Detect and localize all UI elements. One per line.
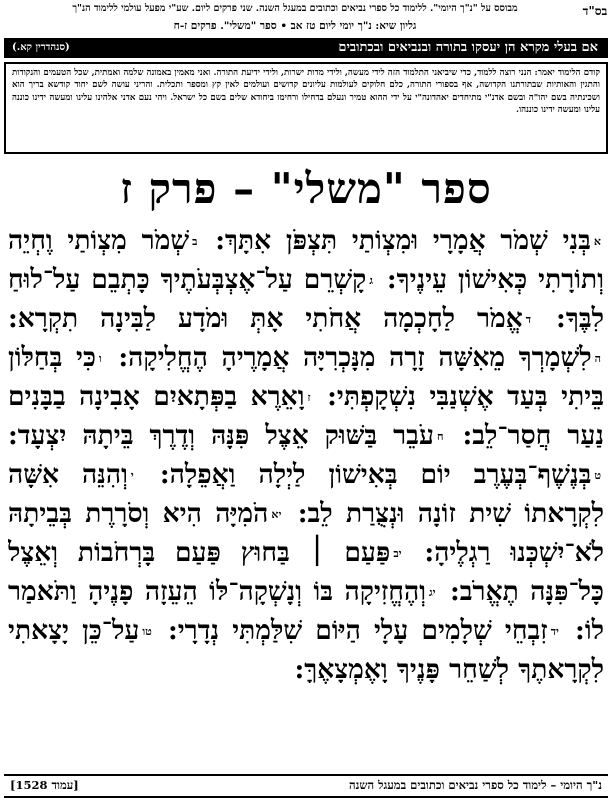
motto-banner: [4, 38, 608, 58]
verse-text: הֹמִיָּה הִיא וְסֹרָרֶת בְּבֵיתָהּ לֹא־יִשְׁכְּנוּ רַגְלֶיהָ:: [8, 498, 604, 568]
verse-text: בְּנִי שְׁמֹר אֲמָרָי וּמִצְוֹתַי תִּצְפֹּן אִתָּךְ:: [215, 225, 591, 256]
footer-text: נ"ך היומי – לימוד כל ספרי נביאים וכתובים במעגל השנה: [349, 778, 602, 792]
verse-number: ב: [192, 235, 198, 248]
verse-text: פַּעַם ׀ בַּחוּץ פַּעַם בָּרְחֹבוֹת וְאֵצֶל כָּל־פִּנָּה תֶאֱרֹב:: [8, 537, 604, 607]
verse-text: לִשְׁמָרְךָ מֵאִשָּׁה זָרָה מִנָּכְרִיָּה אֲמָרֶיהָ הֶחֱלִיקָה:: [118, 342, 592, 373]
verse-number: יג: [429, 586, 436, 599]
verse-number: ה: [594, 352, 601, 365]
verse-number: טו: [142, 625, 152, 638]
verse-number: יא: [271, 508, 282, 521]
motto-text: אם בעלי מקרא הן יעסקו בתורה ובנביאים ובכתובים: [338, 40, 598, 55]
verse-text: עַל־כֵּן יָצָאתִי לִקְרָאתֶךָ לְשַׁחֵר פָּנֶיךָ וָאֶמְצָאֶךָּ:: [8, 615, 604, 685]
page-number: [עמוד 1528]: [10, 778, 79, 792]
verse-number: א: [593, 235, 601, 248]
verse-text: עֹבֵר בַּשּׁוּק אֵצֶל פִּנָּהּ וְדֶרֶךְ בֵּיתָהּ יִצְעָד:: [8, 420, 434, 451]
verse-number: יד: [550, 625, 559, 638]
verse-number: ז: [307, 391, 311, 404]
chapter-title: ספר "משלי" – פרק ז: [120, 164, 492, 213]
verse-text: אֱמֹר לַחָכְמָה אֲחֹתִי אָתְּ וּמֹדָע לַבִּינָה תִקְרָא:: [8, 303, 523, 334]
verse-text: קָשְׁרֵם עַל־אֶצְבְּעֹתֶיךָ כָּתְבֵם עַל־לוּחַ לִבֶּךָ:: [8, 264, 604, 334]
verse-number: ו: [98, 352, 102, 365]
motto-source: (סנהדרין קא.): [12, 42, 70, 53]
verse-text: בְּנֶשֶׁף־בְּעֶרֶב יוֹם בְּאִישׁוֹן לַיְלָה וַאֲפֵלָה:: [159, 459, 592, 490]
verse-text: זִבְחֵי שְׁלָמִים עָלָי הַיּוֹם שִׁלַּמְתִּי נְדָרָי:: [167, 615, 548, 646]
verse-number: ד: [525, 313, 532, 326]
verse-text: וָאֵרֶא בַפְּתָאיִם אָבִינָה בַבָּנִים נַעַר חֲסַר־לֵב:: [8, 381, 604, 451]
issue-line: גליון שיא: נ"ך יומי ליום טז אב • ספר "משלי". פרקים ז-ח: [173, 20, 417, 32]
top-line: מבוסס על "נ"ך היומי". ללימוד כל ספרי נביאים וכתובים במעגל השנה. שני פרקים ליום. שע"י מפעל עולמי ללימוד הנ"ך: [72, 3, 518, 14]
verse-number: ג: [369, 274, 373, 287]
verse-number: ח: [436, 430, 444, 443]
verse-text: כִּי בְּחַלּוֹן בֵּיתִי בְּעַד אֶשְׁנַבִּי נִשְׁקָפְתִּי:: [8, 342, 604, 412]
verse-text: שְׁמֹר מִצְוֹתַי וֶחְיֵה וְתוֹרָתִי כְּאִישׁוֹן עֵינֶיךָ:: [8, 225, 604, 295]
footer-bar: [4, 774, 608, 798]
verse-number: ט: [594, 469, 601, 482]
verse-number: יב: [393, 547, 402, 560]
corner-mark: בס"ד: [582, 4, 608, 18]
verses-body: [8, 222, 604, 756]
verse-text: וְהִנֵּה אִשָּׁה לִקְרָאתוֹ שִׁית זוֹנָה וּנְצֻרַת לֵב:: [8, 459, 604, 529]
verse-text: וְהֶחֱזִיקָה בּוֹ וְנָשְׁקָה־לּוֹ הֵעֵזָה פָנֶיהָ וַתֹּאמַר לוֹ:: [8, 576, 604, 646]
verse-number: י: [130, 469, 134, 482]
prayer-box: קודם הלימוד יאמר: הנני רוצה ללמוד, כדי שיביאני התלמוד הזה לידי מעשה, ולידי מדות ישרות, ולידי ידיעת התורה. ואני מאמין באמונה שלמה ואמתית, שכל הטעמים והנקודות והתגין והאותיות שבתורתנו הקדושה, אף בספורי התורה, כלם חלוקים לעולמות עליונים קדושים ועולמים לאין קץ ומספר ותכלית. והריני עושה לשם יחוד קודשא בריך הוא ושכינתיה בשם יהו"ה ובשם אדנ"י מתיחדים יאהדונה"י על ידי ההוא טמיר ונעלם בדחילו ורחימו ביחודא שלים בשם כל ישראל. ויהי נעם אדני אלהינו עלינו ומעשה ידינו כוננה עלינו ומעשה ידינו כוננהו.: [4, 62, 608, 154]
